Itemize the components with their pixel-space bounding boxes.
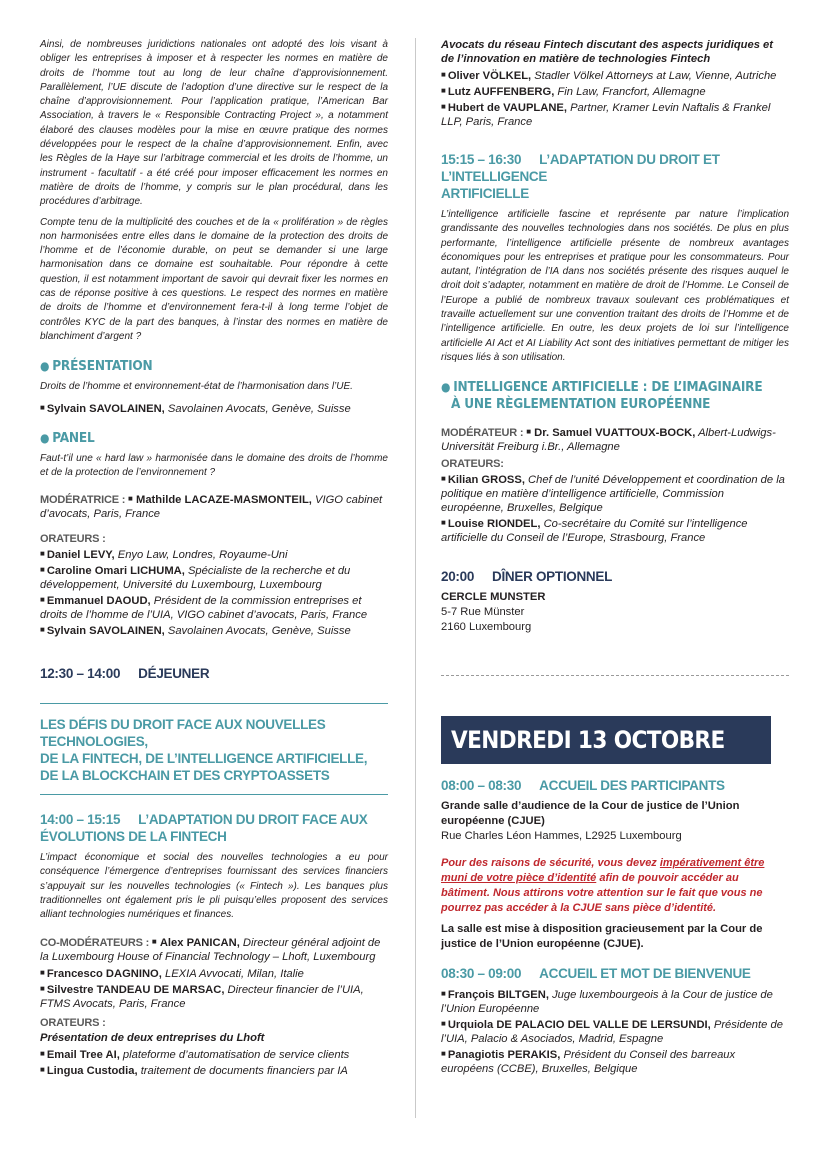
square-bullet-icon: ■ [40, 967, 45, 977]
lhoft-presentation-heading: Présentation de deux entreprises du Lhoft [40, 1031, 265, 1044]
square-bullet-icon: ■ [441, 518, 446, 528]
right-column [441, 38, 789, 1077]
list-item: ■ Daniel LEVY, Enyo Law, Londres, Royaume-Uni [40, 549, 288, 562]
security-warning: Pour des raisons de sécurité, vous devez impérativement être muni de votre pièce d’identité afin de pouvoir accéder au bâtiment. Nous attirons votre attention sur le fait que vous ne pourrez pas accéder à la CJUE sans pièce d’identité. [441, 857, 765, 915]
square-bullet-icon: ■ [128, 494, 133, 504]
welcome-heading: 08:00 – 08:30 ACCUEIL DES PARTICIPANTS [441, 778, 725, 794]
opening-heading: 08:30 – 09:00 ACCUEIL ET MOT DE BIENVENUE [441, 966, 751, 982]
ai-session-heading: 15:15 – 16:30 L’ADAPTATION DU DROIT ET L’INTELLIGENCE ARTIFICIELLE [441, 152, 720, 201]
square-bullet-icon: ■ [40, 402, 45, 412]
list-item: ■ Lingua Custodia, traitement de documents financiers par IA [40, 1064, 348, 1077]
panel-description: Faut-t’il une « hard law » harmonisée dans le domaine des droits de l’homme et de la protection de l’environnement ? [40, 452, 388, 478]
ai-panel-heading: ● INTELLIGENCE ARTIFICIELLE : DE L’IMAGINAIRE À UNE RÈGLEMENTATION EUROPÉENNE [441, 379, 763, 413]
list-item: ■ Lutz AUFFENBERG, Fin Law, Francfort, Allemagne [441, 86, 706, 98]
ai-panel-moderator: MODÉRATEUR : ■ Dr. Samuel VUATTOUX-BOCK, Albert-Ludwigs-Universität Freiburg i.Br., Allemagne [441, 427, 776, 454]
dashed-divider [441, 675, 789, 676]
ai-session-description: L’intelligence artificielle fascine et représente par nature l’implication grandissante des nouvelles technologies dans nos sociétés. De plus en plus performante, l’intelligence artificielle présente de nombreux avantages économiques pour les entreprises et pratique pour les consommateurs. Pour autant, l’intégration de l’IA dans nos sociétés présente des risques auquel le droit doit s’adapter, notamment en matière de droit de l’Homme. Le Conseil de l’Europe a publié de nombreux travaux soulevant ces problématiques et travaille actuellement sur une convention traitant des droits de l’Homme et de l’intelligence artificielle. En outre, les deux projets de loi sur l’intelligence artificielle AI Act et AI Liability Act sont des initiatives permettant de mitiger les risques liés à son utilisation. [441, 209, 789, 363]
square-bullet-icon: ■ [441, 1019, 446, 1029]
bullet-dot-icon: ● [441, 380, 451, 395]
square-bullet-icon: ■ [151, 936, 157, 946]
left-column [40, 38, 388, 1079]
list-item: ■ Oliver VÖLKEL, Stadler Völkel Attorneys at Law, Vienne, Autriche [441, 70, 777, 82]
ai-orateurs-label: ORATEURS: [441, 458, 504, 471]
square-bullet-icon: ■ [441, 86, 446, 95]
panel-speaker-list [40, 547, 388, 638]
day-banner: VENDREDI 13 OCTOBRE [441, 716, 771, 764]
square-bullet-icon: ■ [40, 625, 45, 635]
section-title-line-1: LES DÉFIS DU DROIT FACE AUX NOUVELLES TECHNOLOGIES, [40, 717, 326, 750]
square-bullet-icon: ■ [40, 983, 45, 993]
square-bullet-icon: ■ [40, 1064, 45, 1074]
bullet-dot-icon: ● [40, 430, 50, 445]
square-bullet-icon: ■ [40, 1048, 45, 1058]
column-divider [415, 38, 416, 1118]
fintech-lawyers-heading: Avocats du réseau Fintech discutant des aspects juridiques et de l’innovation en matière de technologies Fintech [441, 39, 773, 65]
list-item: ■ Louise RIONDEL, Co-secrétaire du Comité sur l’intelligence artificielle du Conseil de l’Europe, Strasbourg, France [441, 518, 748, 545]
fintech-session-description: L’impact économique et social des nouvelles technologies a eu pour conséquence l’émergence d’entreprises fournissant des services financiers s’appuyait sur les nouvelles technologies (« Fintech »). Les banques plus traditionnelles ont également pris le pli puisqu’elles proposent des services alliant technologies numériques et finances. [40, 852, 388, 921]
list-item: ■ Sylvain SAVOLAINEN, Savolainen Avocats, Genève, Suisse [40, 625, 351, 638]
list-item: ■ Hubert de VAUPLANE, Partner, Kramer Levin Naftalis & Frankel LLP, Paris, France [441, 102, 771, 128]
square-bullet-icon: ■ [441, 102, 446, 111]
venue-note: La salle est mise à disposition gracieusement par la Cour de justice de l’Union européenne (CJUE). [441, 923, 763, 951]
list-item: ■ Kilian GROSS, Chef de l’unité Développement et coordination de la politique en matière d’intelligence artificielle, Commission européenne, Bruxelles, Belgique [441, 474, 785, 515]
welcome-venue: Grande salle d’audience de la Cour de justice de l’Union européenne (CJUE) Rue Charles Léon Hammes, L2925 Luxembourg [441, 800, 740, 843]
square-bullet-icon: ■ [441, 989, 446, 999]
square-bullet-icon: ■ [40, 595, 45, 605]
section-title-box [40, 703, 388, 795]
fintech-orateurs-label: ORATEURS : [40, 1016, 106, 1029]
section-title-line-2: DE LA FINTECH, DE L’INTELLIGENCE ARTIFICIELLE, [40, 751, 368, 767]
list-item: ■ Emmanuel DAOUD, Président de la commission entreprises et droits de l’homme de l’UIA, VIGO cabinet d’avocats, Paris, France [40, 595, 368, 622]
presentation-heading: ● PRÉSENTATION [40, 358, 153, 375]
lunch-heading: 12:30 – 14:00 DÉJEUNER [40, 666, 210, 682]
list-item: ■ Email Tree AI, plateforme d’automatisation de service clients [40, 1048, 350, 1061]
dinner-venue: CERCLE MUNSTER 5-7 Rue Münster 2160 Luxembourg [441, 591, 546, 634]
presentation-description: Droits de l’homme et environnement-état de l’harmonisation dans l’UE. [40, 381, 353, 393]
square-bullet-icon: ■ [441, 474, 446, 484]
square-bullet-icon: ■ [526, 427, 532, 437]
square-bullet-icon: ■ [40, 549, 45, 559]
list-item: ■ François BILTGEN, Juge luxembourgeois à la Cour de justice de l’Union Européenne [441, 989, 773, 1016]
list-item: ■ Silvestre TANDEAU DE MARSAC, Directeur financier de l’UIA, FTMS Avocats, Paris, France [40, 983, 364, 1010]
panel-heading: ● PANEL [40, 429, 95, 446]
square-bullet-icon: ■ [40, 565, 45, 575]
list-item: ■ Caroline Omari LICHUMA, Spécialiste de la recherche et du développement, Université du Luxembourg, Luxembourg [40, 565, 351, 592]
list-item: ■ Urquiola DE PALACIO DEL VALLE DE LERSUNDI, Présidente de l’UIA, Palacio & Asociados, Madrid, Espagne [441, 1019, 783, 1046]
dinner-heading: 20:00 DÎNER OPTIONNEL [441, 569, 613, 585]
panel-moderator: MODÉRATRICE : ■ Mathilde LACAZE-MASMONTEIL, VIGO cabinet d’avocats, Paris, France [40, 494, 383, 521]
bullet-dot-icon: ● [40, 359, 50, 374]
fintech-comoderator-1: CO-MODÉRATEURS : ■ Alex PANICAN, Directeur général adjoint de la Luxembourg House of Financial Technology – Lhoft, Luxembourg [40, 936, 381, 963]
panel-orateurs-label: ORATEURS : [40, 533, 106, 546]
list-item: ■ Panagiotis PERAKIS, Président du Conseil des barreaux européens (CCBE), Bruxelles, Belgique [441, 1049, 736, 1076]
section-title-line-3: DE LA BLOCKCHAIN ET DES CRYPTOASSETS [40, 768, 330, 784]
fintech-session-heading: 14:00 – 15:15 L’ADAPTATION DU DROIT FACE AUX ÉVOLUTIONS DE LA FINTECH [40, 812, 368, 845]
intro-paragraph-1: Ainsi, de nombreuses juridictions nationales ont adopté des lois visant à obliger les entreprises à imposer et à respecter les normes en matière de droits de l’homme tout au long de leur chaîne d’approvisionnement. Parallèlement, l’UE discute de l’adoption d’une directive sur le respect de la chaîne d’approvisionnement. Pour l’application pratique, l’American Bar Association, à travers le « Responsible Contracting Project », a notamment élaboré des clauses modèles pour la mise en œuvre pratique des normes développées pour le respect de la chaîne d’approvisionnement. Enfin, avec les Règles de la Haye sur l’arbitrage commercial et les droits de l’homme, un instrument - facultatif - a été créé pour imposer efficacement les normes en matière de droits de l’homme, y compris sur le plan procédural, dans les procédures d’arbitrage. [40, 39, 388, 208]
presentation-speaker: ■ Sylvain SAVOLAINEN, Savolainen Avocats, Genève, Suisse [40, 402, 351, 415]
list-item: ■ Francesco DAGNINO, LEXIA Avvocati, Milan, Italie [40, 967, 304, 980]
intro-paragraph-2: Compte tenu de la multiplicité des couches et de la « prolifération » de règles non harmonisées entre elles dans le domaine de la protection des droits de l’homme et de l’économie durable, on peut se demander si une large harmonisation dans ce domaine est souhaitable. Pour répondre à cette question, il est notamment important de savoir qui devrait fixer les normes en cas de réponse positive à ces questions. Le respect des normes en matière de droits de l’homme et d’environnement fera-t-il à long terme l’objet de contrôles KYC de la part des banques, à l’instar des normes en matière de blanchiment d’argent ? [40, 216, 388, 342]
square-bullet-icon: ■ [441, 70, 446, 79]
square-bullet-icon: ■ [441, 1049, 446, 1059]
